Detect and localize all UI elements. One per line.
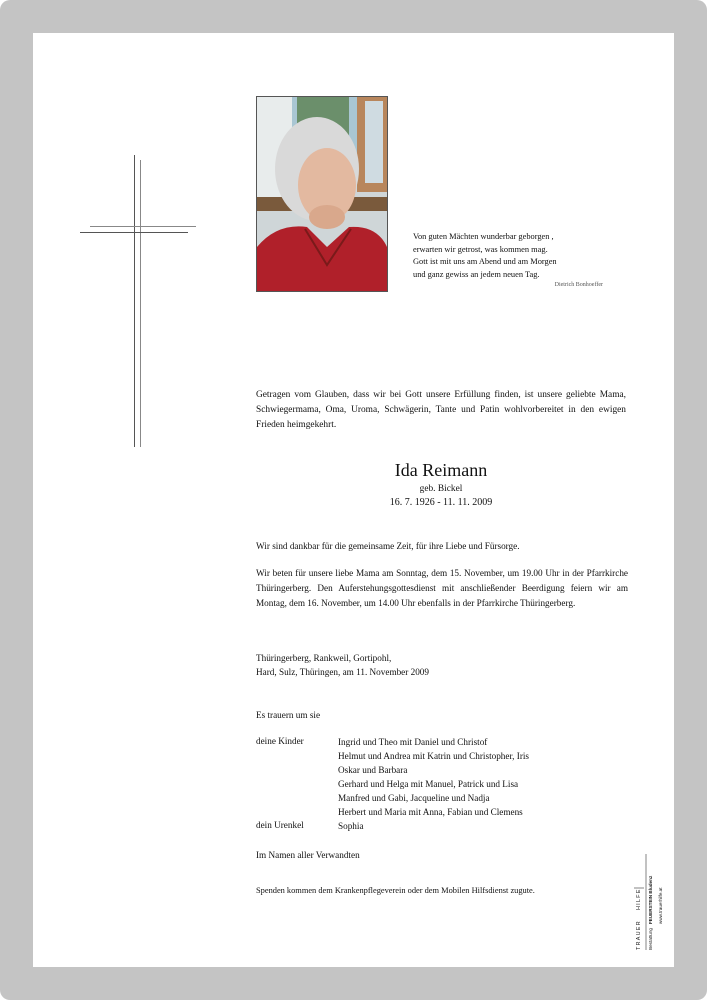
list-item: Gerhard und Helga mit Manuel, Patrick und Lisa — [338, 778, 519, 789]
quote-line: Gott ist mit uns am Abend und am Morgen — [413, 257, 557, 266]
donation-note: Spenden kommen dem Krankenpflegeverein oder dem Mobilen Hilfsdienst zugute. — [256, 886, 535, 895]
intro-paragraph: Getragen vom Glauben, dass wir bei Gott unsere Erfüllung finden, ist unsere geliebte Mama, Schwiegermama, Oma, Uroma, Schwägerin, Tante und Patin wohlvorbereitet in den ewigen Frieden heimgekehrt. — [256, 390, 626, 430]
life-dates: 16. 7. 1926 - 11. 11. 2009 — [389, 497, 493, 508]
great-grandchild-name: Sophia — [338, 821, 364, 831]
birth-name: geb. Bickel — [419, 484, 463, 494]
quote-line: erwarten wir getrost, was kommen mag. — [413, 244, 548, 254]
svg-text:HILFE: HILFE — [636, 888, 642, 910]
list-item: Ingrid und Theo mit Daniel und Christof — [338, 737, 488, 747]
funeral-home-logo — [632, 852, 672, 952]
children-label: deine Kinder — [256, 736, 304, 746]
list-item: Herbert und Maria mit Anna, Fabian und Clemens — [338, 806, 523, 817]
quote-line: Von guten Mächten wunderbar geborgen , — [413, 232, 554, 241]
bonhoeffer-quote — [413, 231, 603, 289]
relatives-closing: Im Namen aller Verwandten — [256, 850, 360, 860]
list-item: Helmut und Andrea mit Katrin und Christopher, Iris — [338, 750, 530, 761]
great-grandchild-label: dein Urenkel — [256, 820, 304, 830]
mourners-intro: Es trauern um sie — [256, 710, 321, 720]
thanks-paragraph: Wir sind dankbar für die gemeinsame Zeit, für ihre Liebe und Fürsorge. — [256, 541, 520, 551]
places-line: Thüringerberg, Rankweil, Gortipohl, — [256, 653, 392, 663]
children-list — [338, 736, 529, 819]
quote-author: Dietrich Bonhoeffer — [554, 282, 603, 288]
list-item: Manfred und Gabi, Jacqueline und Nadja — [338, 792, 490, 803]
deceased-name: Ida Reimann — [394, 460, 488, 480]
service-paragraph: Wir beten für unsere liebe Mama am Sonntag, dem 15. November, um 19.00 Uhr in der Pfarrkirche Thüringerberg. Den Auferstehungsgottesdienst mit anschließender Beerdigung feiern wir am Montag, dem 16. November, um 14.00 Uhr ebenfalls in der Pfarrkirche Thüringerberg. — [256, 568, 628, 608]
svg-text:www.trauerhilfe.at: www.trauerhilfe.at — [658, 887, 663, 924]
list-item: Oskar und Barbara — [338, 764, 408, 775]
svg-text:FEUERSTEIN Bludenz: FEUERSTEIN Bludenz — [648, 875, 653, 924]
svg-text:Bestattung: Bestattung — [648, 928, 653, 950]
portrait-photo — [256, 96, 388, 292]
trauerhilfe-logo-icon — [632, 852, 672, 952]
places-date-line: Hard, Sulz, Thüringen, am 11. November 2009 — [256, 667, 429, 677]
quote-line: und ganz gewiss an jedem neuen Tag. — [413, 269, 540, 279]
svg-text:TRAUER: TRAUER — [636, 920, 642, 950]
